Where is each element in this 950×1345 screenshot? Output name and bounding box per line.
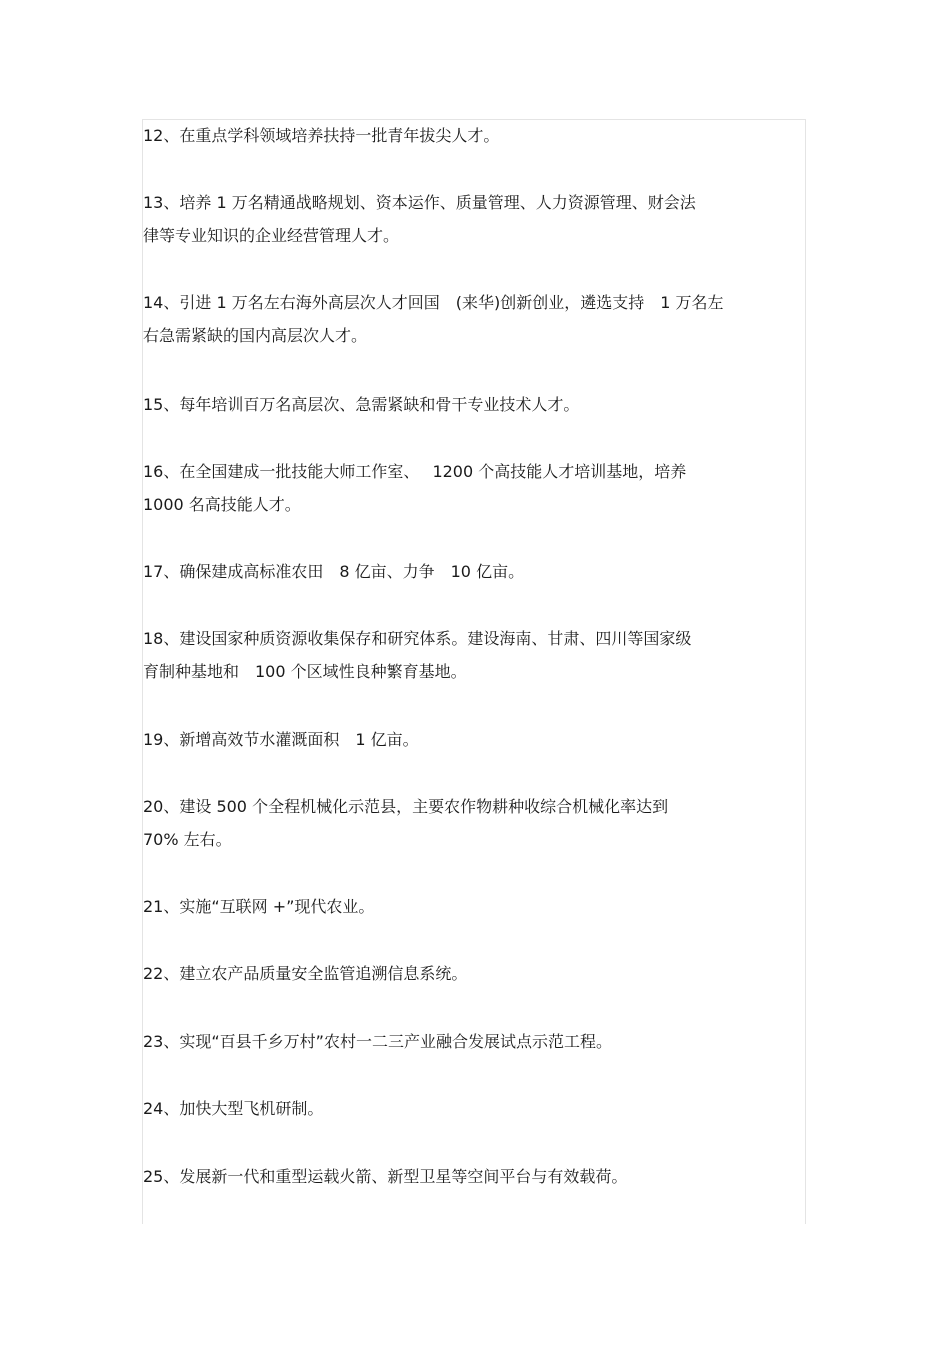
item-14-line-2: 右急需紧缺的国内高层次人才。 — [143, 326, 368, 345]
list-item-13 — [143, 186, 803, 252]
item-18-line-1: 18、建设国家种质资源收集保存和研究体系。建设海南、甘肃、四川等国家级 — [143, 629, 692, 648]
item-13-line-1: 13、培养 1 万名精通战略规划、资本运作、质量管理、人力资源管理、财会法 — [143, 193, 696, 212]
item-17-line-1: 17、确保建成高标准农田 8 亿亩、力争 10 亿亩。 — [143, 562, 525, 581]
list-item-19 — [143, 723, 803, 756]
item-19-line-1: 19、新增高效节水灌溉面积 1 亿亩。 — [143, 730, 419, 749]
list-item-12 — [143, 119, 803, 152]
list-item-25 — [143, 1160, 803, 1193]
item-23-line-1: 23、实现“百县千乡万村”农村一二三产业融合发展试点示范工程。 — [143, 1032, 612, 1051]
item-12-line-1: 12、在重点学科领域培养扶持一批青年拔尖人才。 — [143, 126, 500, 145]
item-22-line-1: 22、建立农产品质量安全监管追溯信息系统。 — [143, 964, 468, 983]
item-24-line-1: 24、加快大型飞机研制。 — [143, 1099, 324, 1118]
list-item-15 — [143, 388, 803, 421]
item-20-line-1: 20、建设 500 个全程机械化示范县，主要农作物耕种收综合机械化率达到 — [143, 797, 669, 816]
item-21-line-1: 21、实施“互联网 +”现代农业。 — [143, 897, 375, 916]
item-14-line-1: 14、引进 1 万名左右海外高层次人才回国 (来华)创新创业，遴选支持 1 万名左 — [143, 293, 724, 312]
list-item-23 — [143, 1025, 803, 1058]
list-item-20 — [143, 790, 803, 856]
list-item-18 — [143, 622, 803, 688]
item-16-line-2: 1000 名高技能人才。 — [143, 495, 301, 514]
item-18-line-2: 育制种基地和 100 个区域性良种繁育基地。 — [143, 662, 467, 681]
item-25-line-1: 25、发展新一代和重型运载火箭、新型卫星等空间平台与有效载荷。 — [143, 1167, 628, 1186]
list-item-16 — [143, 455, 803, 521]
item-16-line-1: 16、在全国建成一批技能大师工作室、 1200 个高技能人才培训基地，培养 — [143, 462, 687, 481]
item-20-line-2: 70% 左右。 — [143, 830, 232, 849]
list-item-21 — [143, 890, 803, 923]
item-15-line-1: 15、每年培训百万名高层次、急需紧缺和骨干专业技术人才。 — [143, 395, 580, 414]
list-item-22 — [143, 957, 803, 990]
list-item-14 — [143, 286, 803, 352]
list-item-24 — [143, 1092, 803, 1125]
item-13-line-2: 律等专业知识的企业经营管理人才。 — [143, 226, 400, 245]
list-item-17 — [143, 555, 803, 588]
